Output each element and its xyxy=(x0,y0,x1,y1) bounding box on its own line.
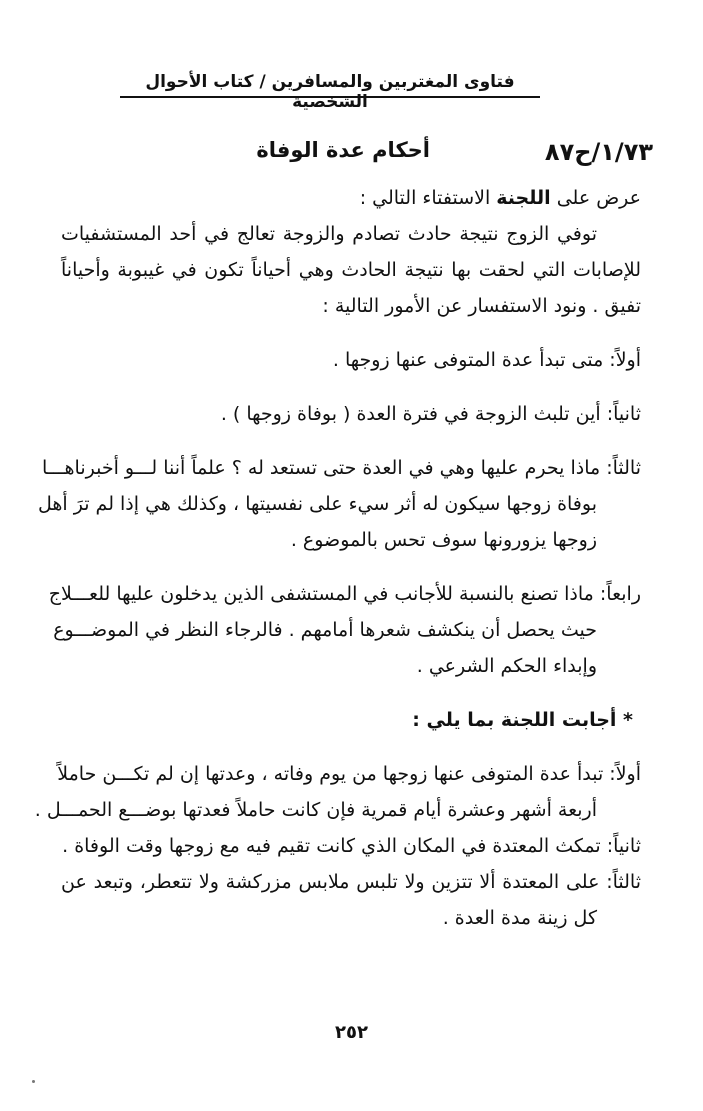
question-4-line-3: وإبداء الحكم الشرعي . xyxy=(416,655,597,677)
question-4-line-2: حيث يحصل أن ينكشف شعرها أمامهم . فالرجاء النظر في الموضـــوع xyxy=(53,619,597,641)
intro-line xyxy=(61,180,641,216)
committee-word: اللجنة xyxy=(496,187,551,209)
answer-1-line-2: أربعة أشهر وعشرة أيام قمرية فإن كانت حاملاً فعدتها بوضـــع الحمـــل . xyxy=(34,799,597,821)
fatwa-title: أحكام عدة الوفاة xyxy=(256,138,430,162)
question-3-line-2: بوفاة زوجها سيكون له أثر سيء على نفسيتها ، وكذلك هي إذا لم ترَ أهل xyxy=(38,493,597,515)
question-line-3: تفيق . ونود الاستفسار عن الأمور التالية : xyxy=(322,295,641,317)
question-3-line-3: زوجها يزورونها سوف تحس بالموضوع . xyxy=(290,529,597,551)
question-line-1: توفي الزوج نتيجة حادث تصادم والزوجة تعالج في أحد المستشفيات xyxy=(61,223,597,245)
answer-heading: * أجابت اللجنة بما يلي : xyxy=(412,709,633,731)
question-1: أولاً: متى تبدأ عدة المتوفى عنها زوجها . xyxy=(332,349,641,371)
answer-1-line-1: أولاً: تبدأ عدة المتوفى عنها زوجها من يوم وفاته ، وعدتها إن لم تكـــن حاملاً xyxy=(57,763,641,785)
spacer xyxy=(61,684,641,702)
fatwa-body xyxy=(34,180,641,936)
answer-3-line-1: ثالثاً: على المعتدة ألا تتزين ولا تلبس ملابس مزركشة ولا تتعطر، وتبعد عن xyxy=(61,871,641,893)
page-number: ٢٥٢ xyxy=(335,1022,368,1043)
spacer xyxy=(61,558,641,576)
scan-speck xyxy=(32,1080,35,1083)
spacer xyxy=(61,324,641,342)
question-3-line-1: ثالثاً: ماذا يحرم عليها وهي في العدة حتى تستعد له ؟ علماً أننا لـــو أخبرناهـــا xyxy=(42,457,641,479)
answer-2: ثانياً: تمكث المعتدة في المكان الذي كانت تقيم فيه مع زوجها وقت الوفاة . xyxy=(62,835,641,857)
spacer xyxy=(61,378,641,396)
spacer xyxy=(61,432,641,450)
intro-suffix: الاستفتاء التالي : xyxy=(359,187,497,209)
question-line-2: للإصابات التي لحقت بها نتيجة الحادث وهي أحياناً تكون في غيبوبة وأحياناً xyxy=(61,259,641,281)
header-rule xyxy=(120,96,540,98)
intro-prefix: عرض على xyxy=(550,187,641,209)
question-2: ثانياً: أين تلبث الزوجة في فترة العدة ( بوفاة زوجها ) . xyxy=(220,403,641,425)
answer-3-line-2: كل زينة مدة العدة . xyxy=(442,907,597,929)
spacer xyxy=(61,738,641,756)
running-header: فتاوى المغتربين والمسافرين / كتاب الأحوال الشخصية xyxy=(145,72,515,112)
fatwa-reference-number: ١/٧٣/ح٨٧ xyxy=(544,138,653,166)
question-4-line-1: رابعاً: ماذا تصنع بالنسبة للأجانب في المستشفى الذين يدخلون عليها للعـــلاج xyxy=(48,583,641,605)
